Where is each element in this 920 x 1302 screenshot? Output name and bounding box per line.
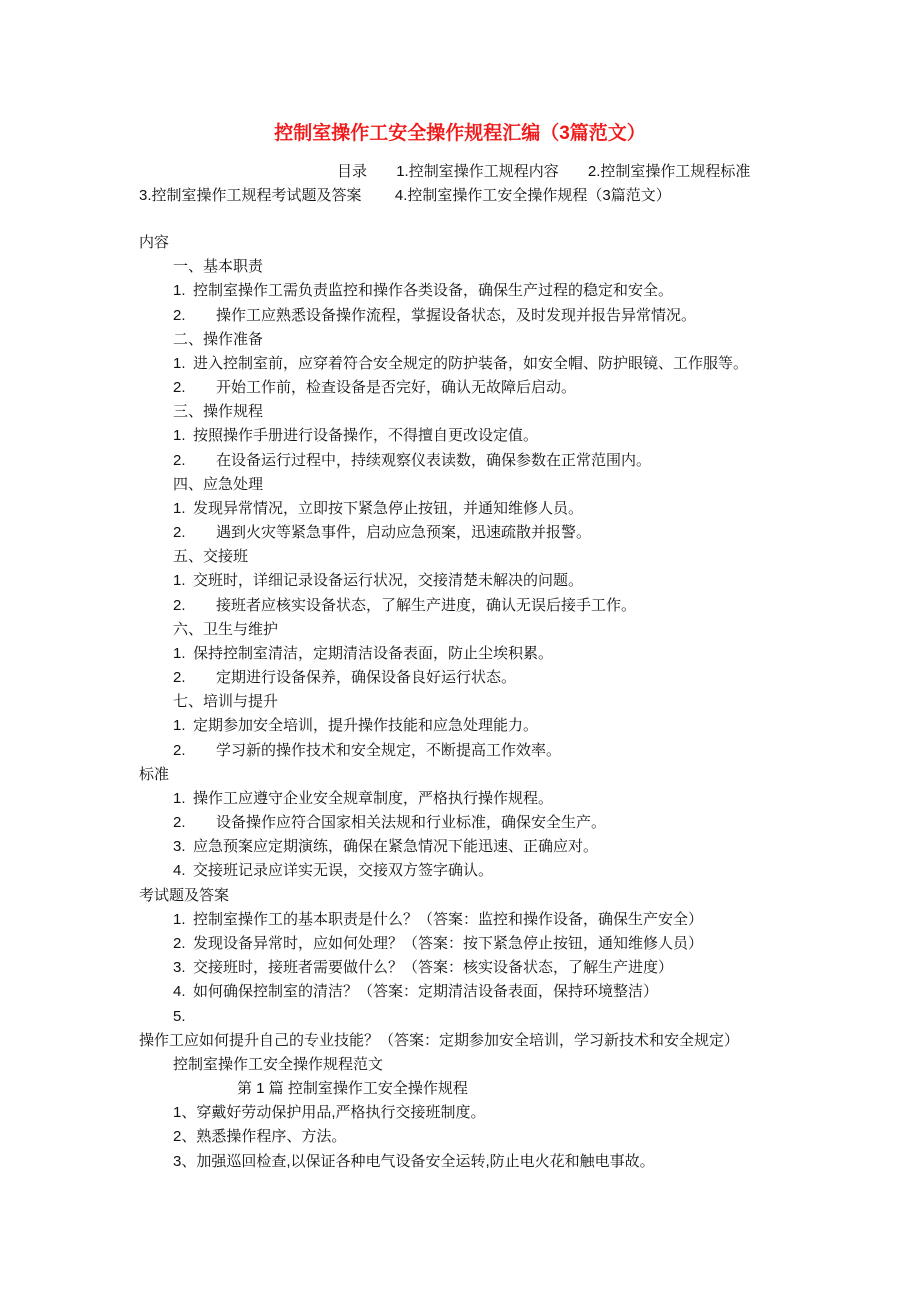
line-text: 设备操作应符合国家相关法规和行业标准，确保安全生产。 — [216, 814, 607, 832]
toc-item: 4.控制室操作工安全操作规程（3篇范文） — [394, 187, 671, 204]
line-text: 发现设备异常时，应如何处理？（答案：按下紧急停止按钮，通知维修人员） — [193, 934, 704, 952]
line-text: 应急预案应定期演练，确保在紧急情况下能迅速、正确应对。 — [193, 838, 599, 856]
line-text: 一、基本职责 — [173, 258, 264, 276]
line-text: 三、操作规程 — [173, 403, 264, 421]
list-number: 2. — [173, 669, 186, 687]
line-text: 保持控制室清洁，定期清洁设备表面，防止尘埃积累。 — [193, 644, 554, 662]
line-text: 1、穿戴好劳动保护用品,严格执行交接班制度。 — [173, 1104, 486, 1122]
line-text: 六、卫生与维护 — [173, 620, 279, 638]
list-item — [0, 908, 791, 932]
list-number: 1. — [173, 572, 186, 590]
list-item — [0, 739, 791, 763]
line-text: 操作工应遵守企业安全规章制度，严格执行操作规程。 — [193, 789, 554, 807]
line-text: 操作工应如何提升自己的专业技能？（答案：定期参加安全培训，学习新技术和安全规定） — [139, 1031, 740, 1049]
line-text: 七、培训与提升 — [173, 693, 279, 711]
line-text: 遇到火灾等紧急事件，启动应急预案，迅速疏散并报警。 — [216, 524, 592, 542]
list-item — [0, 304, 791, 328]
list-number: 2. — [173, 451, 186, 469]
subsection-heading — [0, 400, 791, 424]
list-item — [0, 1101, 791, 1125]
line-text: 五、交接班 — [173, 548, 249, 566]
line-text: 内容 — [139, 234, 170, 251]
subsection-heading — [0, 255, 791, 279]
toc-label: 目录 — [337, 163, 368, 180]
line-text: 定期参加安全培训，提升操作技能和应急处理能力。 — [193, 717, 539, 735]
list-item — [0, 835, 791, 859]
section-heading — [0, 763, 791, 787]
subsection-heading — [0, 618, 791, 642]
list-item — [0, 811, 791, 835]
line-text: 接班者应核实设备状态，了解生产进度，确认无误后接手工作。 — [216, 596, 637, 614]
toc-item: 2.控制室操作工规程标准 — [587, 163, 751, 180]
list-item — [0, 666, 791, 690]
list-item — [0, 787, 791, 811]
table-of-contents-line-1 — [337, 160, 750, 184]
list-item — [0, 932, 791, 956]
list-number: 2. — [173, 934, 186, 952]
line-text: 标准 — [139, 765, 170, 783]
toc-item: 3.控制室操作工规程考试题及答案 — [139, 187, 362, 204]
list-item — [0, 859, 791, 883]
line-text: 3、加强巡回检查,以保证各种电气设备安全运转,防止电火花和触电事故。 — [173, 1152, 655, 1170]
list-number: 2. — [173, 306, 186, 324]
list-number: 2. — [173, 814, 186, 832]
list-item — [0, 352, 791, 376]
line-text: 2、熟悉操作程序、方法。 — [173, 1128, 347, 1146]
list-item — [0, 1125, 791, 1149]
list-number: 1. — [173, 644, 186, 662]
subsection-heading — [0, 545, 791, 569]
document-body — [0, 231, 920, 1174]
list-number: 2. — [173, 596, 186, 614]
list-item — [0, 714, 791, 738]
subsection-heading — [0, 473, 791, 497]
list-item — [0, 424, 791, 448]
list-number: 1. — [173, 717, 186, 735]
list-number: 4. — [173, 862, 186, 880]
list-number: 1. — [173, 427, 186, 445]
list-number: 1. — [173, 282, 186, 300]
table-of-contents-line-2 — [139, 184, 671, 208]
list-item — [0, 569, 791, 593]
list-item — [0, 956, 791, 980]
toc-item: 1.控制室操作工规程内容 — [396, 163, 559, 180]
list-number: 4. — [173, 983, 186, 1001]
list-number: 1. — [173, 499, 186, 517]
line-text: 控制室操作工的基本职责是什么？（答案：监控和操作设备，确保生产安全） — [193, 910, 704, 928]
line-text: 定期进行设备保养，确保设备良好运行状态。 — [216, 669, 517, 687]
list-item — [0, 642, 791, 666]
list-item — [0, 1005, 791, 1053]
list-number: 3. — [173, 959, 186, 977]
list-number: 2. — [173, 741, 186, 759]
line-text: 二、操作准备 — [173, 330, 264, 348]
list-item — [0, 1150, 791, 1174]
subsection-heading — [0, 1053, 791, 1077]
document-title: 控制室操作工安全操作规程汇编（3篇范文） — [274, 123, 646, 144]
line-text: 四、应急处理 — [173, 475, 264, 493]
line-text: 考试题及答案 — [139, 886, 230, 904]
line-text: 控制室操作工安全操作规程范文 — [173, 1055, 384, 1073]
line-text: 交班时，详细记录设备运行状况，交接清楚未解决的问题。 — [193, 572, 584, 590]
subsection-heading — [0, 328, 791, 352]
line-text: 进入控制室前，应穿着符合安全规定的防护装备，如安全帽、防护眼镜、工作服等。 — [193, 354, 749, 372]
line-text: 发现异常情况，立即按下紧急停止按钮，并通知维修人员。 — [193, 499, 584, 517]
list-number: 5. — [173, 1007, 186, 1025]
list-item — [0, 279, 791, 303]
list-number: 2. — [173, 524, 186, 542]
list-number: 2. — [173, 379, 186, 397]
list-number: 1. — [173, 910, 186, 928]
list-number: 3. — [173, 838, 186, 856]
list-number: 1. — [173, 354, 186, 372]
list-number: 1. — [173, 789, 186, 807]
line-text: 按照操作手册进行设备操作，不得擅自更改设定值。 — [193, 427, 539, 445]
line-text: 交接班记录应详实无误，交接双方签字确认。 — [193, 862, 494, 880]
line-text: 在设备运行过程中，持续观察仪表读数，确保参数在正常范围内。 — [216, 451, 652, 469]
list-item — [0, 594, 791, 618]
line-text: 学习新的操作技术和安全规定，不断提高工作效率。 — [216, 741, 562, 759]
article-heading — [0, 1077, 791, 1101]
list-item — [0, 521, 791, 545]
list-item — [0, 449, 791, 473]
list-item — [0, 980, 791, 1004]
line-text: 开始工作前，检查设备是否完好，确认无故障后启动。 — [216, 379, 577, 397]
section-heading — [0, 884, 791, 908]
list-item — [0, 497, 791, 521]
line-text: 如何确保控制室的清洁？（答案：定期清洁设备表面，保持环境整洁） — [193, 983, 659, 1001]
list-item — [0, 376, 791, 400]
line-text: 第 1 篇 控制室操作工安全操作规程 — [237, 1080, 468, 1098]
subsection-heading — [0, 690, 791, 714]
section-heading — [0, 231, 791, 255]
line-text: 操作工应熟悉设备操作流程，掌握设备状态，及时发现并报告异常情况。 — [216, 306, 697, 324]
line-text: 交接班时，接班者需要做什么？（答案：核实设备状态，了解生产进度） — [193, 959, 674, 977]
line-text: 控制室操作工需负责监控和操作各类设备，确保生产过程的稳定和安全。 — [193, 282, 674, 300]
